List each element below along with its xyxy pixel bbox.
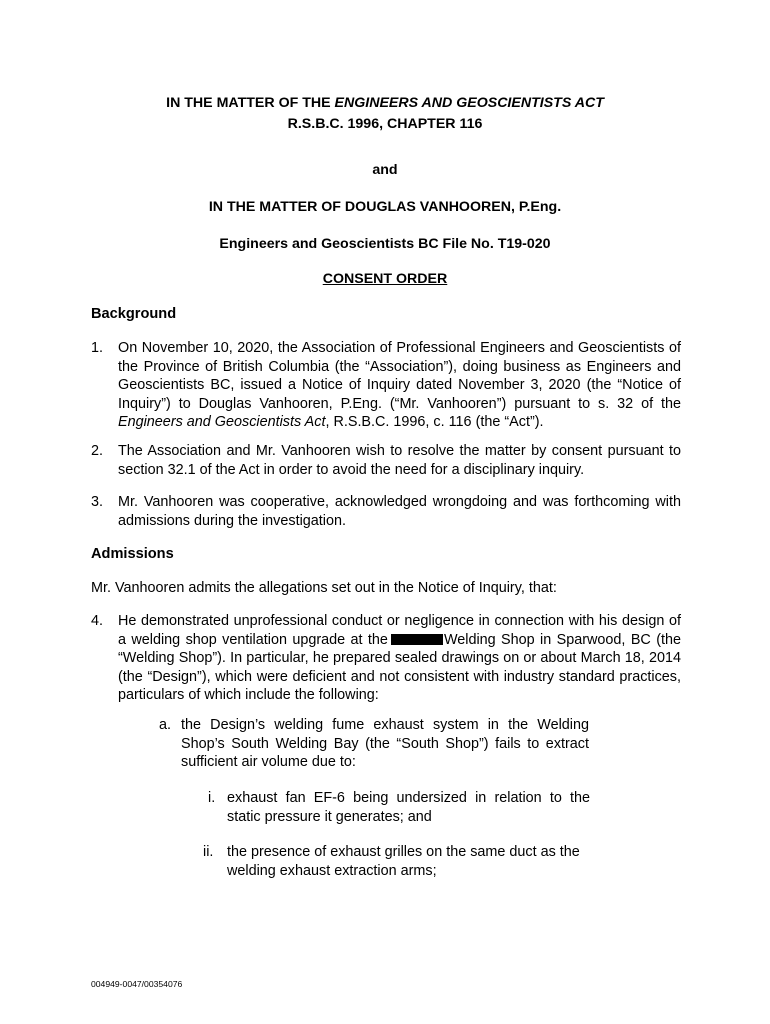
list-item-number: 3. xyxy=(91,494,104,510)
sub-item-i xyxy=(208,789,590,826)
list-item-text: The Association and Mr. Vanhooren wish to resolve the matter by consent pursuant to section 32.1 of the Act in order to avoid the need for a disciplinary inquiry. xyxy=(118,443,681,478)
background-heading: Background xyxy=(91,306,177,322)
order-title: CONSENT ORDER xyxy=(322,271,448,287)
list-item-text: Mr. Vanhooren was cooperative, acknowledged wrongdoing and was forthcoming with admissions during the investigation. xyxy=(118,494,681,529)
admissions-heading: Admissions xyxy=(91,546,174,562)
sub-item-a xyxy=(159,716,589,772)
title-line-2: R.S.B.C. 1996, CHAPTER 116 xyxy=(287,116,483,132)
file-number: Engineers and Geoscientists BC File No. T19-020 xyxy=(219,236,551,252)
list-item-number: 4. xyxy=(91,613,104,629)
list-item-4 xyxy=(91,612,681,705)
title-line-3: IN THE MATTER OF DOUGLAS VANHOOREN, P.Eng. xyxy=(208,199,562,215)
admissions-intro: Mr. Vanhooren admits the allegations set out in the Notice of Inquiry, that: xyxy=(91,580,557,596)
sub-item-text: exhaust fan EF-6 being undersized in relation to the static pressure it generates; and xyxy=(227,790,590,825)
sub-item-number: i. xyxy=(208,790,216,806)
sub-item-text: the presence of exhaust grilles on the same duct as the welding exhaust extraction arms; xyxy=(227,844,580,879)
list-item-number: 1. xyxy=(91,340,104,356)
list-item-text: He demonstrated unprofessional conduct or negligence in connection with his design of a welding shop ventilation upgrade at the Welding Shop in Sparwood, BC (the “Welding Shop”). In particular, he prepared sealed drawings on or about March 18, 2014 (the “Design”), which were deficient and not consistent with industry standard practices, particulars of which include the following: xyxy=(118,613,681,704)
sub-item-number: a. xyxy=(159,717,172,733)
list-item-3 xyxy=(91,493,681,530)
title-line-1: IN THE MATTER OF THE ENGINEERS AND GEOSCIENTISTS ACT xyxy=(166,95,604,111)
redaction-box xyxy=(391,634,443,645)
sub-item-ii xyxy=(203,843,590,880)
sub-item-text: the Design’s welding fume exhaust system in the Welding Shop’s South Welding Bay (the “South Shop”) fails to extract sufficient air volume due to: xyxy=(181,717,589,771)
sub-item-number: ii. xyxy=(203,844,214,860)
title-and: and xyxy=(372,162,398,178)
list-item-1 xyxy=(91,339,681,432)
document-id-footer: 004949-0047/00354076 xyxy=(91,979,183,989)
list-item-text: On November 10, 2020, the Association of Professional Engineers and Geoscientists of the Province of British Columbia (the “Association”), doing business as Engineers and Geoscientists BC, issued a Notice of Inquiry dated November 3, 2020 (the “Notice of Inquiry”) to Douglas Vanhooren, P.Eng. (“Mr. Vanhooren”) pursuant to s. 32 of the Engineers and Geoscientists Act, R.S.B.C. 1996, c. 116 (the “Act”). xyxy=(118,340,681,431)
list-item-number: 2. xyxy=(91,443,104,459)
list-item-2 xyxy=(91,442,681,479)
